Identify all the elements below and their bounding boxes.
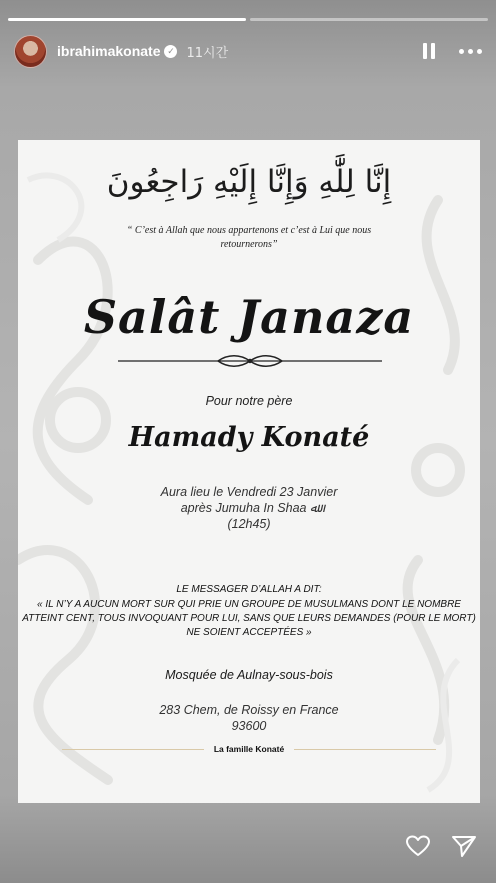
funeral-announcement-card [18,140,480,803]
prayer-schedule [18,484,480,532]
story-header [14,33,482,69]
story-progress [8,18,488,21]
heart-icon[interactable] [404,832,432,860]
username[interactable]: ibrahimakonate [57,43,161,59]
hadith-label: LE MESSAGER D’ALLAH A DIT: [176,584,322,595]
progress-fill [8,18,246,21]
progress-segment [250,18,488,21]
more-icon[interactable] [459,49,482,54]
timestamp: 11시간 [186,45,229,61]
dedication-text: Pour notre père [205,394,293,408]
schedule-time: (12h45) [227,517,271,531]
send-icon[interactable] [450,832,478,860]
divider [62,749,204,750]
page-title: Salât Janaza [83,290,415,344]
deceased-name: Hamady Konaté [128,422,370,453]
address-street: 283 Chem, de Roissy en France [159,703,339,717]
verse-translation: “ C’est à Allah que nous appartenons et c’est à Lui que nous retournerons” [126,225,372,250]
divider [294,749,436,750]
schedule-after-prayer: après Jumuha In Shaa ﷲ [180,501,318,515]
story-actions [404,832,478,860]
family-signature [62,742,436,756]
header-controls [423,43,482,59]
address-postcode: 93600 [231,719,267,733]
mosque-name: Mosquée de Aulnay-sous-bois [165,668,333,682]
ornament-divider [118,354,382,368]
verified-badge-icon: ✓ [164,45,177,58]
family-name: La famille Konaté [213,744,285,754]
progress-segment [8,18,246,21]
arabic-verse: إِنَّا لِلَّٰهِ وَإِنَّا إِلَيْهِ رَاجِعُونَ [106,164,392,200]
pause-icon[interactable] [423,43,437,59]
hadith-text: « IL N’Y A AUCUN MORT SUR QUI PRIE UN GROUPE DE MUSULMANS DONT LE NOMBRE ATTEINT CENT, TOUS INVOQUANT POUR LUI, SANS QUE LEURS DEMANDES (POUR LE MORT) NE SOIENT ACCEPTÉES » [22,599,476,638]
schedule-date: Aura lieu le Vendredi 23 Janvier [160,485,338,499]
mosque-address [18,702,480,734]
avatar[interactable] [14,35,47,68]
